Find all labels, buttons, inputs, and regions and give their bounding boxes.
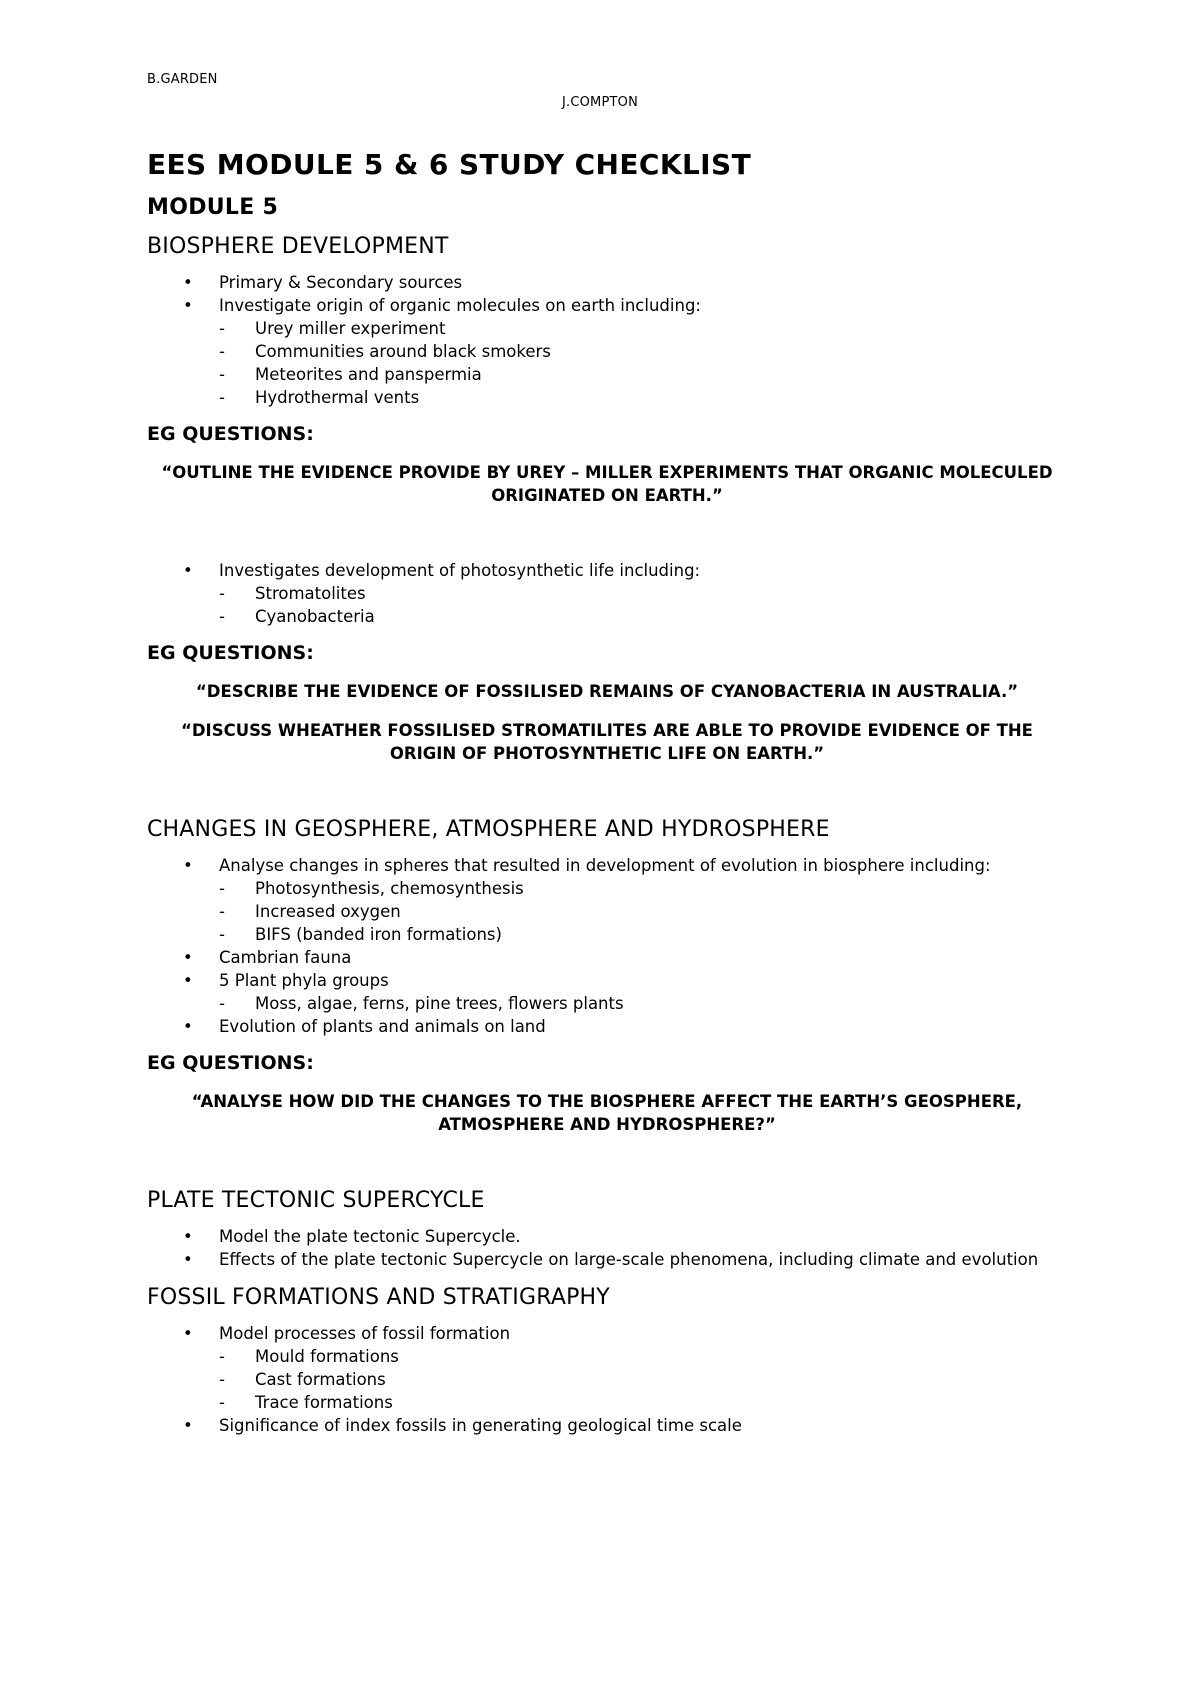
dash-glyph: - (219, 1370, 225, 1389)
list-item (147, 969, 1067, 1015)
eg-questions-label: EG QUESTIONS: (147, 642, 314, 664)
document-content (147, 140, 1067, 1437)
sub-list-item-text: Cyanobacteria (255, 607, 375, 626)
sub-list-item (219, 1368, 1067, 1391)
list-item (147, 1322, 1067, 1414)
sub-list-item-text: Trace formations (255, 1393, 393, 1412)
bullet-glyph: • (183, 1324, 193, 1343)
bullet-glyph: • (183, 1416, 193, 1435)
bullet-glyph: • (183, 971, 193, 990)
list-item-text: Cambrian fauna (219, 948, 352, 967)
dash-glyph: - (219, 342, 225, 361)
bullet-glyph: • (183, 1017, 193, 1036)
list-item-text: Investigates development of photosynthetic life including: (219, 561, 701, 580)
spacer (147, 1136, 1067, 1174)
dash-glyph: - (219, 994, 225, 1013)
sub-list-item-text: Photosynthesis, chemosynthesis (255, 879, 524, 898)
list-item (147, 946, 1067, 969)
bullet-glyph: • (183, 1250, 193, 1269)
bullet-glyph: • (183, 561, 193, 580)
dash-glyph: - (219, 925, 225, 944)
sub-list-item-text: BIFS (banded iron formations) (255, 925, 502, 944)
bullet-list-plate-tectonic (147, 1225, 1067, 1271)
sub-list-item (219, 900, 1067, 923)
header-author-left: B.GARDEN (147, 72, 218, 87)
bullet-list-fossil (147, 1322, 1067, 1437)
sub-list (219, 1345, 1067, 1414)
sub-list (219, 317, 1067, 409)
sub-list-item-text: Moss, algae, ferns, pine trees, flowers plants (255, 994, 624, 1013)
sub-list (219, 992, 1067, 1015)
list-item-text: Significance of index fossils in generating geological time scale (219, 1416, 742, 1435)
module-title: MODULE 5 (147, 195, 279, 220)
list-item-text: Investigate origin of organic molecules on earth including: (219, 296, 701, 315)
example-question: “DESCRIBE THE EVIDENCE OF FOSSILISED REMAINS OF CYANOBACTERIA IN AUSTRALIA.” (195, 682, 1019, 701)
bullet-glyph: • (183, 1227, 193, 1246)
list-item-text: Evolution of plants and animals on land (219, 1017, 546, 1036)
sub-list-item (219, 923, 1067, 946)
list-item-text: Primary & Secondary sources (219, 273, 463, 292)
sub-list-item (219, 386, 1067, 409)
eg-questions-label: EG QUESTIONS: (147, 1052, 314, 1074)
dash-glyph: - (219, 1347, 225, 1366)
example-question: “ANALYSE HOW DID THE CHANGES TO THE BIOSPHERE AFFECT THE EARTH’S GEOSPHERE, ATMOSPHERE AND HYDROSPHERE?” (191, 1092, 1023, 1134)
sub-list (219, 877, 1067, 946)
sub-list-item (219, 317, 1067, 340)
bullet-glyph: • (183, 296, 193, 315)
sub-list-item-text: Stromatolites (255, 584, 366, 603)
example-question: “DISCUSS WHEATHER FOSSILISED STROMATILITES ARE ABLE TO PROVIDE EVIDENCE OF THE ORIGIN OF PHOTOSYNTHETIC LIFE ON EARTH.” (181, 721, 1033, 763)
sub-list-item-text: Hydrothermal vents (255, 388, 420, 407)
list-item (147, 1225, 1067, 1248)
document-title: EES MODULE 5 & 6 STUDY CHECKLIST (147, 148, 752, 181)
section-heading-biosphere: BIOSPHERE DEVELOPMENT (147, 234, 449, 259)
bullet-glyph: • (183, 856, 193, 875)
list-item (147, 1015, 1067, 1038)
list-item (147, 1248, 1067, 1271)
list-item-text: 5 Plant phyla groups (219, 971, 389, 990)
sub-list (219, 582, 1067, 628)
section-heading-fossil: FOSSIL FORMATIONS AND STRATIGRAPHY (147, 1285, 610, 1310)
dash-glyph: - (219, 607, 225, 626)
list-item (147, 1414, 1067, 1437)
section-heading-changes: CHANGES IN GEOSPHERE, ATMOSPHERE AND HYDROSPHERE (147, 817, 830, 842)
sub-list-item-text: Meteorites and panspermia (255, 365, 482, 384)
bullet-list-changes (147, 854, 1067, 1038)
list-item-text: Model the plate tectonic Supercycle. (219, 1227, 521, 1246)
spacer (147, 507, 1067, 559)
bullet-list-photosynthetic-life (147, 559, 1067, 628)
sub-list-item (219, 582, 1067, 605)
sub-list-item (219, 363, 1067, 386)
eg-questions-label: EG QUESTIONS: (147, 423, 314, 445)
sub-list-item (219, 877, 1067, 900)
dash-glyph: - (219, 902, 225, 921)
sub-list-item-text: Increased oxygen (255, 902, 401, 921)
bullet-glyph: • (183, 273, 193, 292)
bullet-list-biosphere-origin (147, 271, 1067, 409)
dash-glyph: - (219, 319, 225, 338)
sub-list-item (219, 605, 1067, 628)
list-item-text: Effects of the plate tectonic Supercycle on large-scale phenomena, including climate and evolution (219, 1250, 1039, 1269)
header-author-center: J.COMPTON (561, 95, 639, 110)
spacer (147, 765, 1067, 803)
dash-glyph: - (219, 584, 225, 603)
sub-list-item-text: Communities around black smokers (255, 342, 551, 361)
sub-list-item (219, 992, 1067, 1015)
list-item-text: Model processes of fossil formation (219, 1324, 511, 1343)
bullet-glyph: • (183, 948, 193, 967)
sub-list-item-text: Urey miller experiment (255, 319, 446, 338)
list-item (147, 271, 1067, 294)
dash-glyph: - (219, 365, 225, 384)
example-question: “OUTLINE THE EVIDENCE PROVIDE BY UREY – MILLER EXPERIMENTS THAT ORGANIC MOLECULED ORIGINATED ON EARTH.” (161, 463, 1053, 505)
sub-list-item (219, 1345, 1067, 1368)
sub-list-item-text: Mould formations (255, 1347, 399, 1366)
list-item (147, 294, 1067, 409)
list-item-text: Analyse changes in spheres that resulted in development of evolution in biosphere including: (219, 856, 991, 875)
list-item (147, 854, 1067, 946)
dash-glyph: - (219, 879, 225, 898)
sub-list-item-text: Cast formations (255, 1370, 386, 1389)
sub-list-item (219, 1391, 1067, 1414)
list-item (147, 559, 1067, 628)
dash-glyph: - (219, 388, 225, 407)
sub-list-item (219, 340, 1067, 363)
dash-glyph: - (219, 1393, 225, 1412)
section-heading-plate-tectonic: PLATE TECTONIC SUPERCYCLE (147, 1188, 485, 1213)
